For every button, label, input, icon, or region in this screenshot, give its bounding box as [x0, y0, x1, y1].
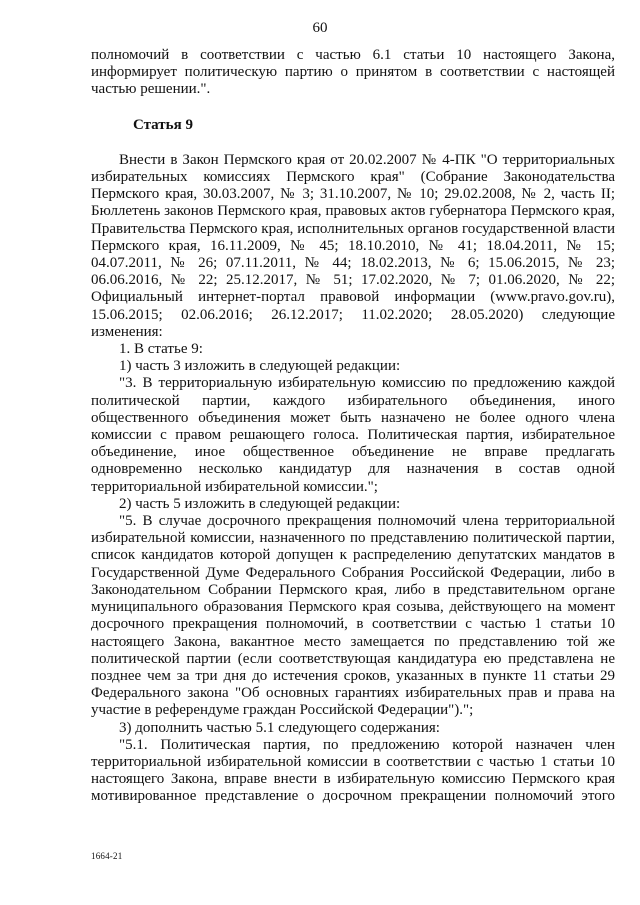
item-1: 1. В статье 9:	[119, 341, 203, 358]
intro-paragraph: полномочий в соответствии с частью 6.1 статьи 10 настоящего Закона, информирует политическую партию о принятом в соответствии с настоящей частью решении.".	[91, 47, 615, 98]
quote-part-3: "3. В территориальную избирательную комиссию по предложению каждой политической партии, каждого избирательного объединения, иного общественного объединения может быть назначено не более одного члена комиссии с правом решающего голоса. Политическая партия, избирательное объединение, иное общественное объединение не вправе предлагать одновременно несколько кандидатур для назначения в состав одной территориальной избирательной комиссии.";	[91, 375, 615, 495]
sub-item-1: 1) часть 3 изложить в следующей редакции:	[119, 358, 401, 375]
sub-item-3: 3) дополнить частью 5.1 следующего содержания:	[119, 719, 440, 736]
article-heading: Статья 9	[133, 116, 193, 133]
article-preamble: Внести в Закон Пермского края от 20.02.2007 № 4-ПК "О территориальных избирательных комиссиях Пермского края" (Собрание Законодательства Пермского края, 30.03.2007, № 3; 31.10.2007, № 10; 29.02.2008, № 2, часть II; Бюллетень законов Пермского края, правовых актов губернатора Пермского края, Правительства Пермского края, исполнительных органов государственной власти Пермского края, 16.11.2009, № 45; 18.10.2010, № 41; 18.04.2011, № 15; 04.07.2011, № 26; 07.11.2011, № 44; 18.02.2013, № 6; 15.06.2015, № 23; 06.06.2016, № 22; 25.12.2017, № 51; 17.02.2020, № 7; 01.06.2020, № 22; Официальный интернет-портал правовой информации (www.pravo.gov.ru), 15.06.2015; 02.06.2016; 26.12.2017; 11.02.2020; 28.05.2020) следующие изменения:	[91, 151, 615, 340]
page-number: 60	[312, 20, 328, 36]
quote-part-5: "5. В случае досрочного прекращения полномочий члена территориальной избирательной комиссии, назначенного по представлению политической партии, список кандидатов которой допущен к распределению депутатских мандатов в Государственной Думе Федерального Собрания Российской Федерации, либо в Законодательном Собрании Пермского края, либо в представительном органе муниципального образования Пермского края созыва, действующего на момент досрочного прекращения полномочий, в соответствии с частью 1 статьи 10 настоящего Закона, вакантное место замещается по представлению той же политической партии (если соответствующая кандидатура ею представлена не позднее чем за три дня до истечения сроков, указанных в пункте 11 статьи 29 Федерального закона "Об основных гарантиях избирательных прав и права на участие в референдуме граждан Российской Федерации").";	[91, 513, 615, 719]
document-code: 1664-21	[91, 851, 123, 861]
quote-part-5-1: "5.1. Политическая партия, по предложению которой назначен член территориальной избирательной комиссии в соответствии с частью 1 статьи 10 настоящего Закона, вправе внести в избирательную комиссию Пермского края мотивированное представление о досрочном прекращении полномочий этого	[91, 736, 615, 805]
sub-item-2: 2) часть 5 изложить в следующей редакции:	[119, 495, 401, 512]
document-body	[91, 47, 615, 806]
